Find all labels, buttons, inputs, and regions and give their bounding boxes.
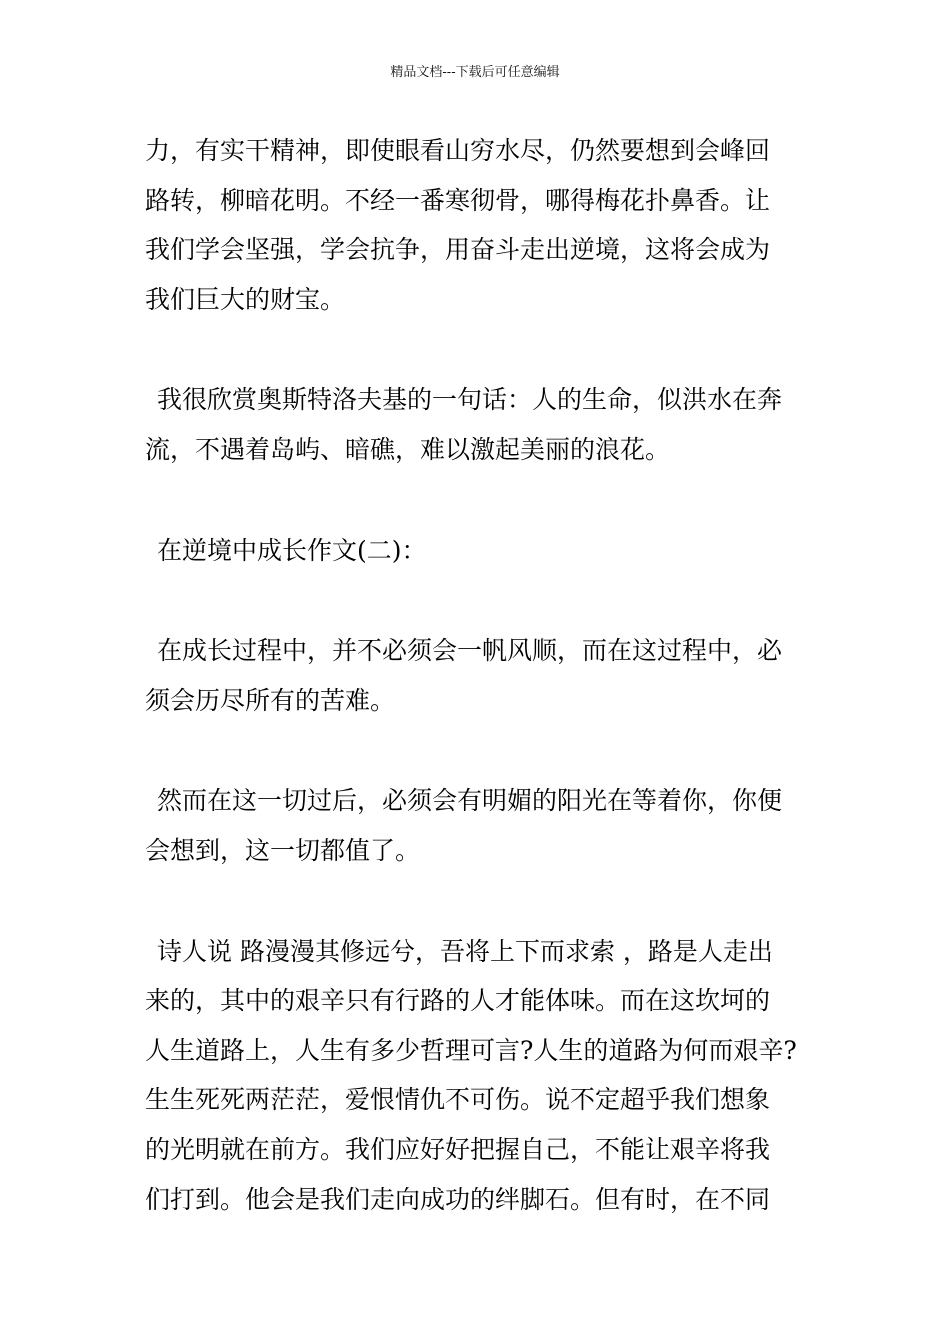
text-line: 路转，柳暗花明。不经一番寒彻骨，哪得梅花扑鼻香。让 xyxy=(145,185,771,215)
paragraph-3 xyxy=(145,626,817,725)
document-body xyxy=(145,126,817,1224)
text-line: 须会历尽所有的苦难。 xyxy=(145,685,396,715)
paragraph-gap xyxy=(145,324,817,375)
page-header xyxy=(0,64,950,82)
text-line: 力，有实干精神，即使眼看山穷水尽，仍然要想到会峰回 xyxy=(145,136,771,165)
text-line: 会想到，这一切都值了。 xyxy=(145,835,421,865)
section-heading xyxy=(145,526,817,576)
text-line: 们打到。他会是我们走向成功的绊脚石。但有时，在不同 xyxy=(145,1184,771,1214)
paragraph-1 xyxy=(145,126,817,324)
text-line: 我很欣赏奥斯特洛夫基的一句话：人的生命，似洪水在奔 xyxy=(157,385,783,415)
header-text: 精品文档---下载后可任意编辑 xyxy=(390,65,560,80)
text-line: 人生道路上，人生有多少哲理可言?人生的道路为何而艰辛? xyxy=(145,1035,797,1065)
text-line: 我们学会坚强，学会抗争，用奋斗走出逆境，这将会成为 xyxy=(145,235,771,265)
paragraph-gap xyxy=(145,575,817,626)
paragraph-2 xyxy=(145,375,817,474)
text-line: 来的，其中的艰辛只有行路的人才能体味。而在这坎坷的 xyxy=(145,986,771,1016)
text-line: 诗人说 路漫漫其修远兮，吾将上下而求索 ，路是人走出 xyxy=(157,936,773,966)
paragraph-gap xyxy=(145,475,817,526)
paragraph-5 xyxy=(145,927,817,1225)
text-line: 然而在这一切过后，必须会有明媚的阳光在等着你，你便 xyxy=(157,786,783,816)
text-line: 的光明就在前方。我们应好好把握自己，不能让艰辛将我 xyxy=(145,1134,771,1164)
paragraph-gap xyxy=(145,876,817,927)
text-line: 流，不遇着岛屿、暗礁，难以激起美丽的浪花。 xyxy=(145,434,671,464)
paragraph-4 xyxy=(145,776,817,875)
paragraph-gap xyxy=(145,725,817,776)
text-line: 在逆境中成长作文(二)： xyxy=(157,535,427,565)
text-line: 我们巨大的财宝。 xyxy=(145,284,346,314)
text-line: 生生死死两茫茫，爱恨情仇不可伤。说不定超乎我们想象 xyxy=(145,1085,771,1115)
text-line: 在成长过程中，并不必须会一帆风顺，而在这过程中，必 xyxy=(157,636,783,666)
